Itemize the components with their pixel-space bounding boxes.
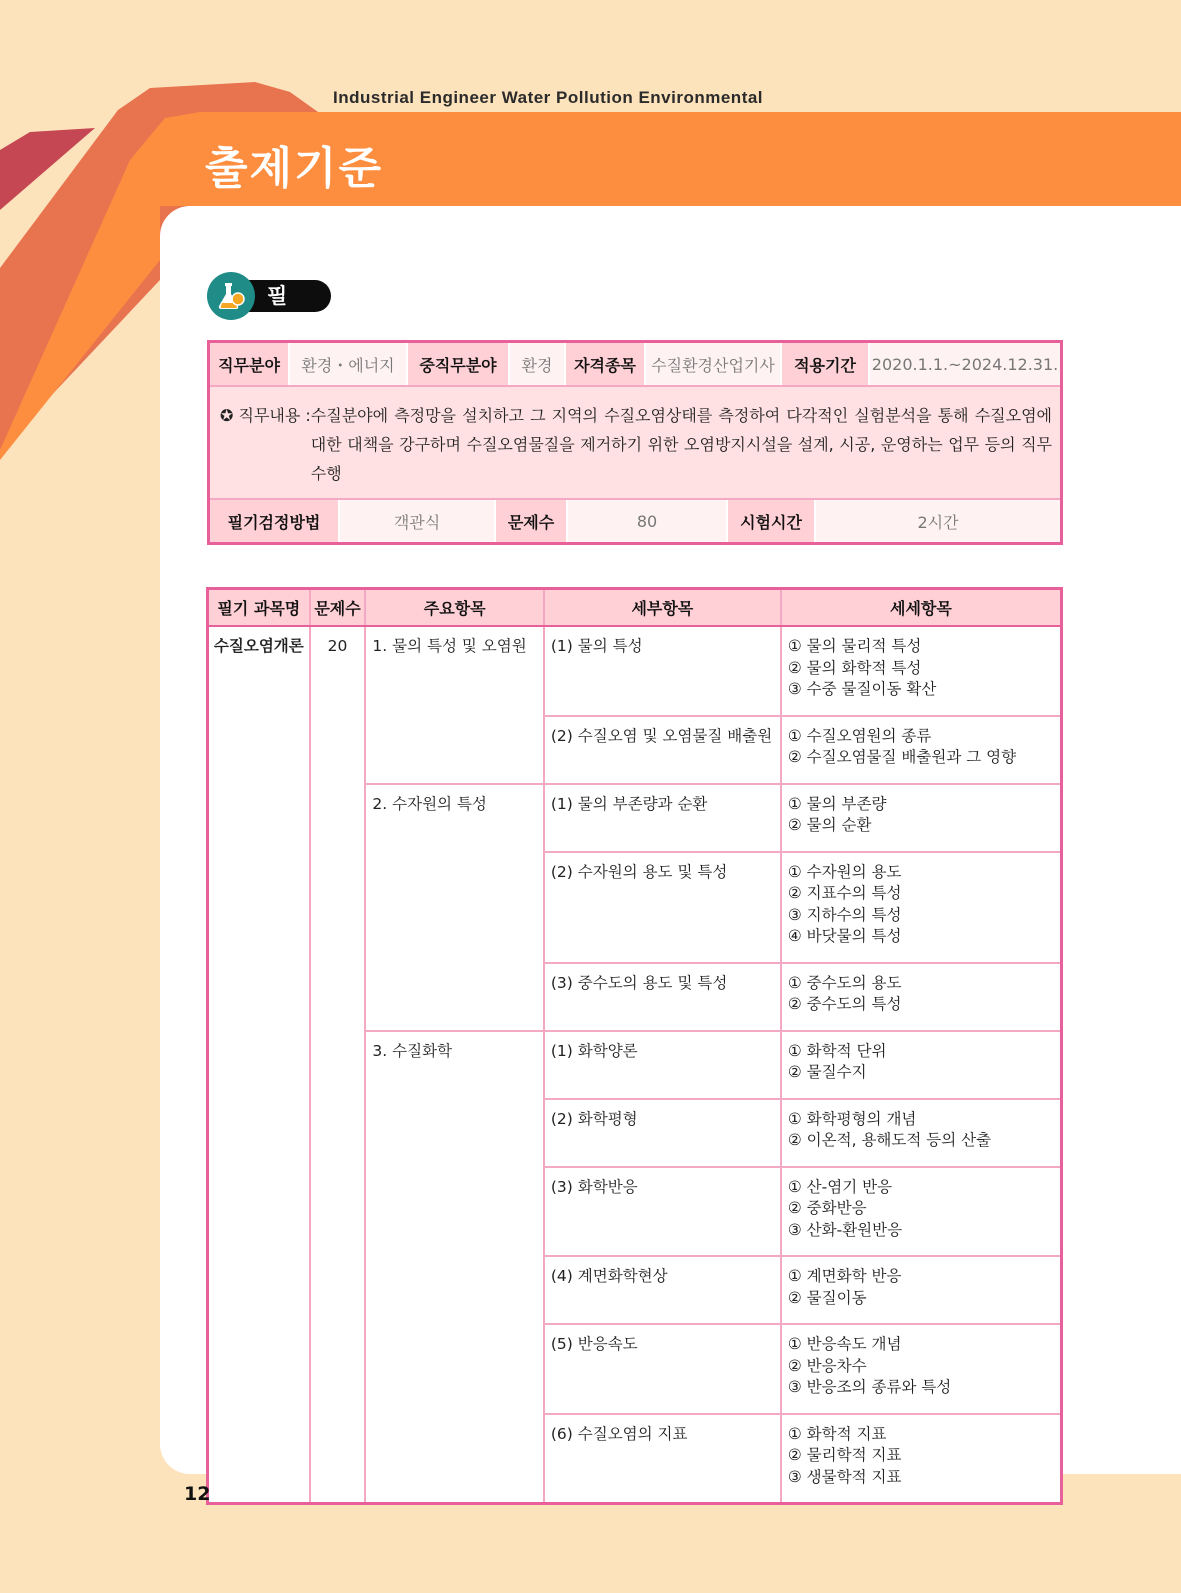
detail-item: ① 반응속도 개념 — [787, 1335, 902, 1353]
header-count: 문제수 — [310, 589, 366, 627]
header-main-item: 주요항목 — [365, 589, 543, 627]
table-row — [208, 626, 1062, 716]
detail-item: ② 이온적, 용해도적 등의 산출 — [787, 1131, 992, 1149]
question-count-value: 80 — [568, 500, 728, 542]
detail-items — [781, 716, 1062, 784]
detail-item: ③ 지하수의 특성 — [787, 905, 902, 924]
qualification-value: 수질환경산업기사 — [646, 343, 782, 385]
detail-items — [781, 1031, 1062, 1099]
detail-items — [781, 1324, 1062, 1414]
detail-items — [781, 1167, 1062, 1257]
header-subject: 필기 과목명 — [208, 589, 310, 627]
detail-item: ① 물의 부존량 — [787, 794, 887, 813]
main-item: 2. 수자원의 특성 — [365, 784, 543, 1031]
duty-description — [210, 387, 1060, 500]
detail-item: ① 화학평형의 개념 — [787, 1109, 917, 1128]
period-label: 적용기간 — [782, 343, 870, 385]
syllabus-header-row — [208, 589, 1062, 627]
sub-item: (2) 수자원의 용도 및 특성 — [544, 852, 781, 963]
duty-text: 수질분야에 측정망을 설치하고 그 지역의 수질오염상태를 측정하여 다각적인 실험분석을 통해 수질오염에 대한 대책을 강구하며 수질오염물질을 제거하기 위한 오염방지시설을 설계, 시공, 운영하는 업무 등의 직무 수행 — [310, 406, 1052, 483]
detail-items — [781, 1256, 1062, 1324]
detail-item: ① 산-염기 반응 — [787, 1177, 893, 1196]
detail-item: ① 화학적 지표 — [787, 1424, 887, 1443]
exam-time-value: 2시간 — [816, 500, 1060, 542]
detail-item: ② 물리학적 지표 — [787, 1446, 902, 1464]
qualification-label: 자격종목 — [566, 343, 646, 385]
detail-item: ② 중화반응 — [787, 1199, 867, 1217]
detail-items — [781, 1099, 1062, 1167]
detail-item: ① 물의 물리적 특성 — [787, 637, 922, 655]
subject-question-count: 20 — [310, 626, 366, 1504]
sub-item: (4) 계면화학현상 — [544, 1256, 781, 1324]
page-number: 12 — [184, 1483, 211, 1505]
detail-item: ② 지표수의 특성 — [787, 884, 902, 902]
detail-item: ② 물질수지 — [787, 1063, 867, 1081]
sub-item: (1) 화학양론 — [544, 1031, 781, 1099]
detail-items — [781, 852, 1062, 963]
sub-item: (1) 물의 부존량과 순환 — [544, 784, 781, 852]
detail-item: ② 수질오염물질 배출원과 그 영향 — [787, 748, 1017, 766]
middle-field-value: 환경 — [510, 343, 566, 385]
job-field-value: 환경・에너지 — [290, 343, 408, 385]
question-count-label: 문제수 — [496, 500, 568, 542]
sub-item: (1) 물의 특성 — [544, 626, 781, 716]
detail-item: ② 물질이동 — [787, 1288, 867, 1307]
detail-item: ① 계면화학 반응 — [787, 1267, 902, 1285]
badge-label: 필 기 — [237, 280, 331, 312]
detail-item: ④ 바닷물의 특성 — [787, 927, 902, 945]
detail-items — [781, 626, 1062, 716]
info-row-1 — [210, 343, 1060, 387]
qualification-info-table — [207, 340, 1063, 545]
written-exam-badge — [207, 272, 327, 340]
detail-item: ② 반응차수 — [787, 1356, 867, 1375]
duty-label: ✪ 직무내용 : — [220, 406, 311, 425]
header-sub-item: 세부항목 — [544, 589, 781, 627]
sub-item: (2) 화학평형 — [544, 1099, 781, 1167]
middle-field-label: 중직무분야 — [408, 343, 510, 385]
detail-item: ② 중수도의 특성 — [787, 995, 902, 1013]
header-detail-item: 세세항목 — [781, 589, 1062, 627]
detail-items — [781, 1414, 1062, 1504]
detail-item: ① 화학적 단위 — [787, 1041, 887, 1060]
sub-item: (5) 반응속도 — [544, 1324, 781, 1414]
job-field-label: 직무분야 — [210, 343, 290, 385]
page-title: 출제기준 — [205, 143, 384, 194]
sub-item: (3) 중수도의 용도 및 특성 — [544, 963, 781, 1031]
sub-item: (2) 수질오염 및 오염물질 배출원 — [544, 716, 781, 784]
info-row-3 — [210, 500, 1060, 542]
exam-method-value: 객관식 — [340, 500, 496, 542]
exam-time-label: 시험시간 — [728, 500, 816, 542]
syllabus-table — [206, 587, 1063, 1505]
exam-method-label: 필기검정방법 — [210, 500, 340, 542]
detail-item: ③ 수중 물질이동 확산 — [787, 680, 937, 698]
detail-items — [781, 784, 1062, 852]
detail-item: ② 물의 순환 — [787, 816, 872, 834]
detail-item: ③ 산화-환원반응 — [787, 1220, 903, 1239]
detail-item: ③ 생물학적 지표 — [787, 1467, 902, 1486]
period-value: 2020.1.1.~2024.12.31. — [870, 343, 1060, 385]
detail-items — [781, 963, 1062, 1031]
sub-item: (3) 화학반응 — [544, 1167, 781, 1257]
sub-item: (6) 수질오염의 지표 — [544, 1414, 781, 1504]
flask-icon — [207, 272, 255, 320]
detail-item: ① 중수도의 용도 — [787, 973, 902, 992]
subject-name: 수질오염개론 — [208, 626, 310, 1504]
main-item: 1. 물의 특성 및 오염원 — [365, 626, 543, 784]
detail-item: ① 수자원의 용도 — [787, 862, 902, 881]
detail-item: ③ 반응조의 종류와 특성 — [787, 1378, 952, 1396]
detail-item: ① 수질오염원의 종류 — [787, 726, 932, 745]
header-subtitle: Industrial Engineer Water Pollution Environmental — [333, 88, 764, 107]
main-item: 3. 수질화학 — [365, 1031, 543, 1504]
detail-item: ② 물의 화학적 특성 — [787, 658, 922, 677]
